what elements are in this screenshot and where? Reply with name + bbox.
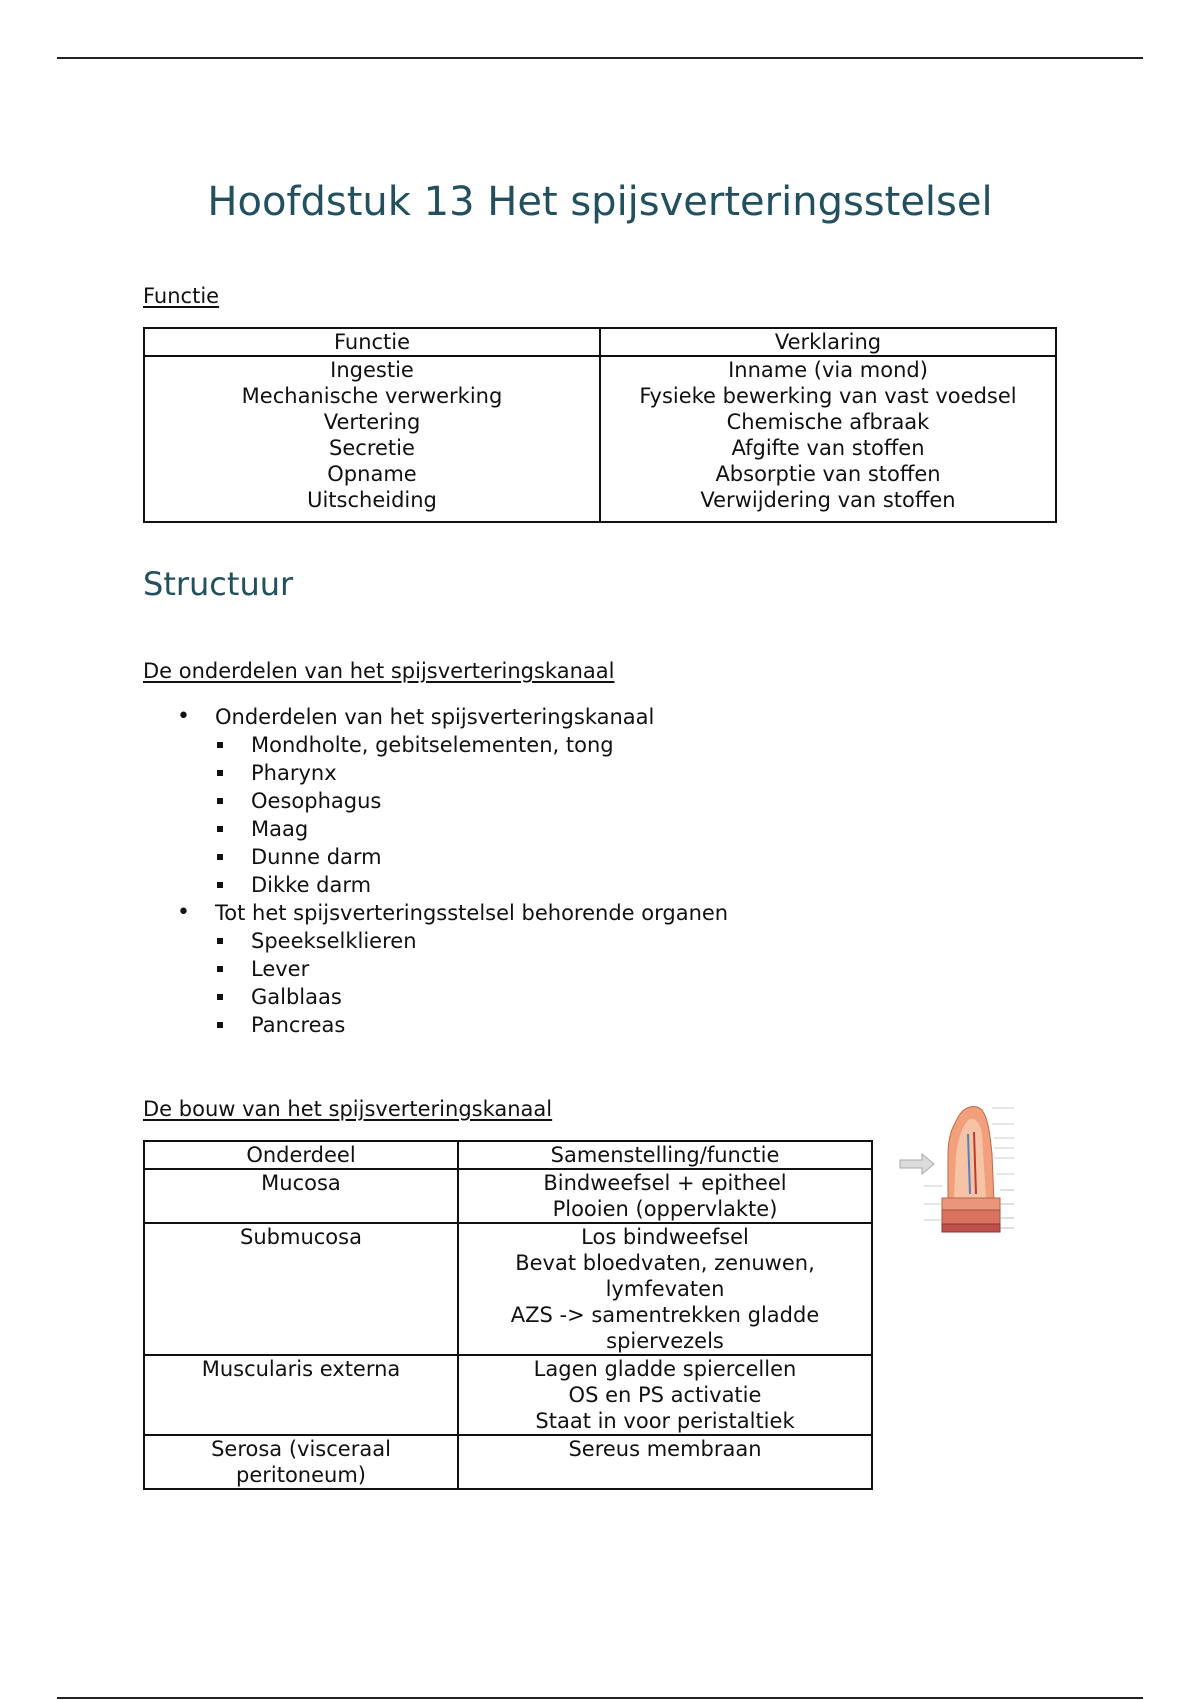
desc-line: AZS -> samentrekken gladde — [510, 1303, 820, 1327]
verklaring-item: Afgifte van stoffen — [731, 436, 925, 460]
part-cell — [144, 1169, 458, 1223]
verklaring-item: Inname (via mond) — [728, 358, 928, 382]
functie-table-row — [144, 356, 1056, 522]
table-row — [144, 1355, 872, 1435]
sub-list-item: Maag — [215, 815, 728, 843]
sub-list-item: Lever — [215, 955, 728, 983]
onderdelen-label: De onderdelen van het spijsverteringskanaal — [143, 659, 615, 683]
functie-item: Opname — [327, 462, 417, 486]
desc-line: Sereus membraan — [568, 1437, 762, 1461]
sub-list — [215, 927, 728, 1039]
functie-item: Vertering — [323, 410, 421, 434]
part-line: Mucosa — [261, 1171, 341, 1195]
desc-line: Plooien (oppervlakte) — [552, 1197, 778, 1221]
functie-item: Uitscheiding — [307, 488, 437, 512]
verklaring-item: Chemische afbraak — [726, 410, 930, 434]
desc-line: Lagen gladde spiercellen — [533, 1357, 797, 1381]
bouw-header-col1: Onderdeel — [144, 1141, 458, 1169]
desc-line: OS en PS activatie — [568, 1383, 762, 1407]
desc-line: Staat in voor peristaltiek — [535, 1409, 795, 1433]
digestive-wall-illustration — [896, 1094, 1056, 1244]
part-cell — [144, 1435, 458, 1489]
functie-item: Ingestie — [330, 358, 414, 382]
table-row — [144, 1169, 872, 1223]
list-item — [143, 703, 728, 899]
desc-cell — [458, 1355, 872, 1435]
desc-line: lymfevaten — [605, 1277, 725, 1301]
sub-list-item: Pancreas — [215, 1011, 728, 1039]
sub-list-item: Dikke darm — [215, 871, 728, 899]
sub-list-item: Oesophagus — [215, 787, 728, 815]
list-item-label: Tot het spijsverteringsstelsel behorende organen — [215, 901, 729, 925]
list-item — [143, 899, 728, 1039]
table-row — [144, 1435, 872, 1489]
footer-rule — [57, 1697, 1143, 1699]
bouw-header-col2: Samenstelling/functie — [458, 1141, 872, 1169]
bouw-label: De bouw van het spijsverteringskanaal — [143, 1097, 553, 1121]
functie-table-header — [144, 328, 1056, 356]
bouw-table-header — [144, 1141, 872, 1169]
verklaring-item: Fysieke bewerking van vast voedsel — [639, 384, 1017, 408]
functie-header-col2: Verklaring — [600, 328, 1056, 356]
desc-cell — [458, 1169, 872, 1223]
functie-item: Mechanische verwerking — [241, 384, 503, 408]
part-line: Muscularis externa — [201, 1357, 401, 1381]
part-cell — [144, 1223, 458, 1355]
functie-label: Functie — [143, 284, 220, 308]
onderdelen-list — [143, 703, 728, 1039]
page-title: Hoofdstuk 13 Het spijsverteringsstelsel — [207, 179, 993, 225]
sub-list-item: Speekselklieren — [215, 927, 728, 955]
desc-line: Bevat bloedvaten, zenuwen, — [515, 1251, 815, 1275]
functie-item: Secretie — [329, 436, 415, 460]
verklaring-item: Verwijdering van stoffen — [700, 488, 956, 512]
sub-list-item: Dunne darm — [215, 843, 728, 871]
functie-table — [143, 327, 1057, 523]
tissue-layers — [942, 1107, 1000, 1232]
desc-line: Los bindweefsel — [581, 1225, 749, 1249]
functie-col2-cell — [600, 356, 1056, 522]
part-line: peritoneum) — [236, 1463, 366, 1487]
part-line: Serosa (visceraal — [211, 1437, 391, 1461]
bouw-table — [143, 1140, 873, 1490]
verklaring-item: Absorptie van stoffen — [715, 462, 941, 486]
list-item-label: Onderdelen van het spijsverteringskanaal — [215, 705, 655, 729]
desc-line: Bindweefsel + epitheel — [543, 1171, 787, 1195]
functie-header-col1: Functie — [144, 328, 600, 356]
sub-list — [215, 731, 728, 899]
desc-line: spiervezels — [606, 1329, 724, 1353]
table-row — [144, 1223, 872, 1355]
header-rule — [57, 57, 1143, 59]
sub-list-item: Mondholte, gebitselementen, tong — [215, 731, 728, 759]
desc-cell — [458, 1223, 872, 1355]
desc-cell — [458, 1435, 872, 1489]
arrow-icon — [900, 1154, 934, 1174]
structuur-heading: Structuur — [143, 565, 294, 603]
sub-list-item: Galblaas — [215, 983, 728, 1011]
part-line: Submucosa — [240, 1225, 362, 1249]
sub-list-item: Pharynx — [215, 759, 728, 787]
functie-col1-cell — [144, 356, 600, 522]
part-cell — [144, 1355, 458, 1435]
